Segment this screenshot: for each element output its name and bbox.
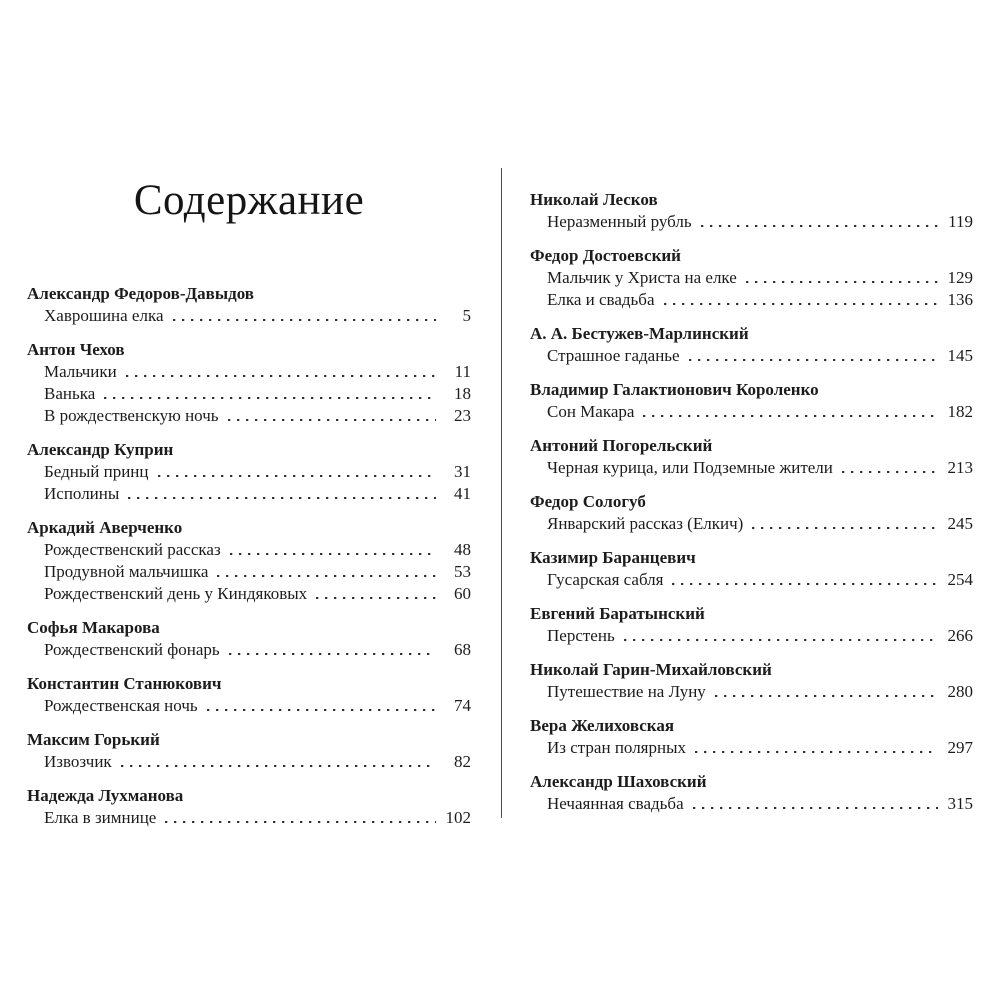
author-name: Николай Лесков: [530, 190, 658, 209]
toc-group: [530, 603, 973, 647]
entry-title: Елка и свадьба: [547, 290, 655, 309]
toc-entry: [27, 305, 471, 327]
author-name: Владимир Галактионович Короленко: [530, 380, 819, 399]
author-name: Константин Станюкович: [27, 674, 222, 693]
author-name: Надежда Лухманова: [27, 786, 184, 805]
dot-leader: [207, 709, 436, 711]
toc-entry: [530, 513, 973, 535]
toc-group: [530, 715, 973, 759]
entry-title: Рождественская ночь: [44, 696, 198, 715]
entry-page-number: 119: [948, 212, 973, 231]
toc-entry: [530, 737, 973, 759]
dot-leader: [158, 475, 437, 477]
toc-entry: [27, 361, 471, 383]
toc-entry: [27, 807, 471, 829]
entry-title: Елка в зимнице: [44, 808, 157, 827]
toc-group: [530, 245, 973, 311]
toc-entry: [530, 401, 973, 423]
toc-entry: [530, 289, 973, 311]
dot-leader: [229, 653, 436, 655]
toc-entry: [27, 483, 471, 505]
entry-page-number: 129: [947, 268, 973, 287]
author-name: Вера Желиховская: [530, 716, 675, 735]
author-name: Александр Шаховский: [530, 772, 707, 791]
author-name: Софья Макарова: [27, 618, 160, 637]
toc-entry: [530, 681, 973, 703]
author-name: Аркадий Аверченко: [27, 518, 183, 537]
toc-group: [530, 379, 973, 423]
entry-title: Мальчик у Христа на елке: [547, 268, 737, 287]
toc-column-left: [27, 168, 471, 841]
dot-leader: [701, 225, 938, 227]
entry-title: Извозчик: [44, 752, 112, 771]
author-name: Казимир Баранцевич: [530, 548, 696, 567]
author-name: Александр Федоров-Давыдов: [27, 284, 254, 303]
entry-page-number: 213: [947, 458, 973, 477]
entry-page-number: 254: [947, 570, 973, 589]
author-name: А. А. Бестужев-Марлинский: [530, 324, 749, 343]
author-name: Евгений Баратынский: [530, 604, 705, 623]
author-name: Антоний Погорельский: [530, 436, 713, 455]
entry-page-number: 60: [454, 584, 471, 603]
dot-leader: [128, 497, 436, 499]
dot-leader: [715, 695, 938, 697]
dot-leader: [752, 527, 938, 529]
dot-leader: [842, 471, 938, 473]
entry-page-number: 145: [947, 346, 973, 365]
toc-group: [27, 339, 471, 427]
toc-entry: [530, 793, 973, 815]
dot-leader: [643, 415, 938, 417]
entry-title: Нечаянная свадьба: [547, 794, 684, 813]
toc-group: [27, 283, 471, 327]
entry-page-number: 48: [454, 540, 471, 559]
entry-page-number: 31: [454, 462, 471, 481]
dot-leader: [316, 597, 436, 599]
toc-entry: [530, 267, 973, 289]
dot-leader: [228, 419, 436, 421]
entry-title: Мальчики: [44, 362, 117, 381]
entry-page-number: 102: [445, 808, 471, 827]
entry-title: Ванька: [44, 384, 96, 403]
entry-title: Путешествие на Луну: [547, 682, 706, 701]
entry-title: Сон Макара: [547, 402, 635, 421]
toc-entry: [27, 583, 471, 605]
dot-leader: [689, 359, 938, 361]
entry-title: Из стран полярных: [547, 738, 687, 757]
author-name: Николай Гарин-Михайловский: [530, 660, 772, 679]
entry-title: В рождественскую ночь: [44, 406, 219, 425]
toc-group-list-right: [530, 189, 973, 815]
toc-group: [530, 323, 973, 367]
toc-entry: [27, 539, 471, 561]
entry-page-number: 182: [947, 402, 973, 421]
entry-title: Перстень: [547, 626, 615, 645]
toc-group: [530, 189, 973, 233]
entry-title: Хаврошина елка: [44, 306, 164, 325]
toc-entry: [27, 461, 471, 483]
entry-page-number: 53: [454, 562, 471, 581]
toc-entry: [27, 383, 471, 405]
entry-page-number: 280: [947, 682, 973, 701]
toc-entry: [530, 569, 973, 591]
entry-title: Исполины: [44, 484, 120, 503]
dot-leader: [746, 281, 938, 283]
entry-title: Рождественский фонарь: [44, 640, 220, 659]
dot-leader: [693, 807, 938, 809]
toc-entry: [530, 625, 973, 647]
entry-title: Рождественский рассказ: [44, 540, 221, 559]
dot-leader: [624, 639, 938, 641]
entry-title: Январский рассказ (Елкич): [547, 514, 744, 533]
entry-page-number: 245: [947, 514, 973, 533]
toc-group: [27, 785, 471, 829]
entry-page-number: 68: [454, 640, 471, 659]
entry-page-number: 266: [947, 626, 973, 645]
toc-group: [27, 729, 471, 773]
dot-leader: [672, 583, 938, 585]
entry-title: Черная курица, или Подземные жители: [547, 458, 833, 477]
toc-group: [530, 491, 973, 535]
toc-column-right: [530, 168, 973, 841]
dot-leader: [173, 319, 436, 321]
entry-page-number: 315: [947, 794, 973, 813]
dot-leader: [121, 765, 436, 767]
toc-group: [27, 673, 471, 717]
dot-leader: [230, 553, 436, 555]
toc-group-list-left: [27, 283, 471, 829]
author-name: Александр Куприн: [27, 440, 174, 459]
entry-page-number: 11: [454, 362, 471, 381]
toc-group: [27, 617, 471, 661]
toc-entry: [27, 405, 471, 427]
author-name: Федор Достоевский: [530, 246, 681, 265]
page-title: Содержание: [133, 177, 365, 224]
toc-entry: [530, 457, 973, 479]
toc-entry: [27, 561, 471, 583]
column-divider: [501, 168, 502, 818]
toc-entry: [530, 345, 973, 367]
dot-leader: [695, 751, 938, 753]
dot-leader: [217, 575, 436, 577]
author-name: Максим Горький: [27, 730, 160, 749]
entry-title: Страшное гаданье: [547, 346, 680, 365]
toc-group: [530, 547, 973, 591]
toc-entry: [27, 695, 471, 717]
toc-entry: [27, 639, 471, 661]
entry-title: Рождественский день у Киндяковых: [44, 584, 308, 603]
entry-title: Неразменный рубль: [547, 212, 692, 231]
toc-group: [530, 771, 973, 815]
toc-group: [530, 435, 973, 479]
toc-entry: [27, 751, 471, 773]
dot-leader: [664, 303, 938, 305]
dot-leader: [165, 821, 436, 823]
entry-page-number: 297: [947, 738, 973, 757]
toc-group: [530, 659, 973, 703]
entry-title: Бедный принц: [44, 462, 149, 481]
entry-title: Продувной мальчишка: [44, 562, 209, 581]
author-name: Антон Чехов: [27, 340, 125, 359]
dot-leader: [126, 375, 436, 377]
toc-group: [27, 517, 471, 605]
entry-page-number: 136: [947, 290, 973, 309]
dot-leader: [104, 397, 436, 399]
toc-group: [27, 439, 471, 505]
entry-page-number: 23: [454, 406, 471, 425]
entry-page-number: 74: [454, 696, 471, 715]
author-name: Федор Сологуб: [530, 492, 646, 511]
toc-entry: [530, 211, 973, 233]
entry-page-number: 41: [454, 484, 471, 503]
entry-page-number: 18: [454, 384, 471, 403]
entry-page-number: 5: [462, 306, 471, 325]
entry-page-number: 82: [454, 752, 471, 771]
entry-title: Гусарская сабля: [547, 570, 664, 589]
